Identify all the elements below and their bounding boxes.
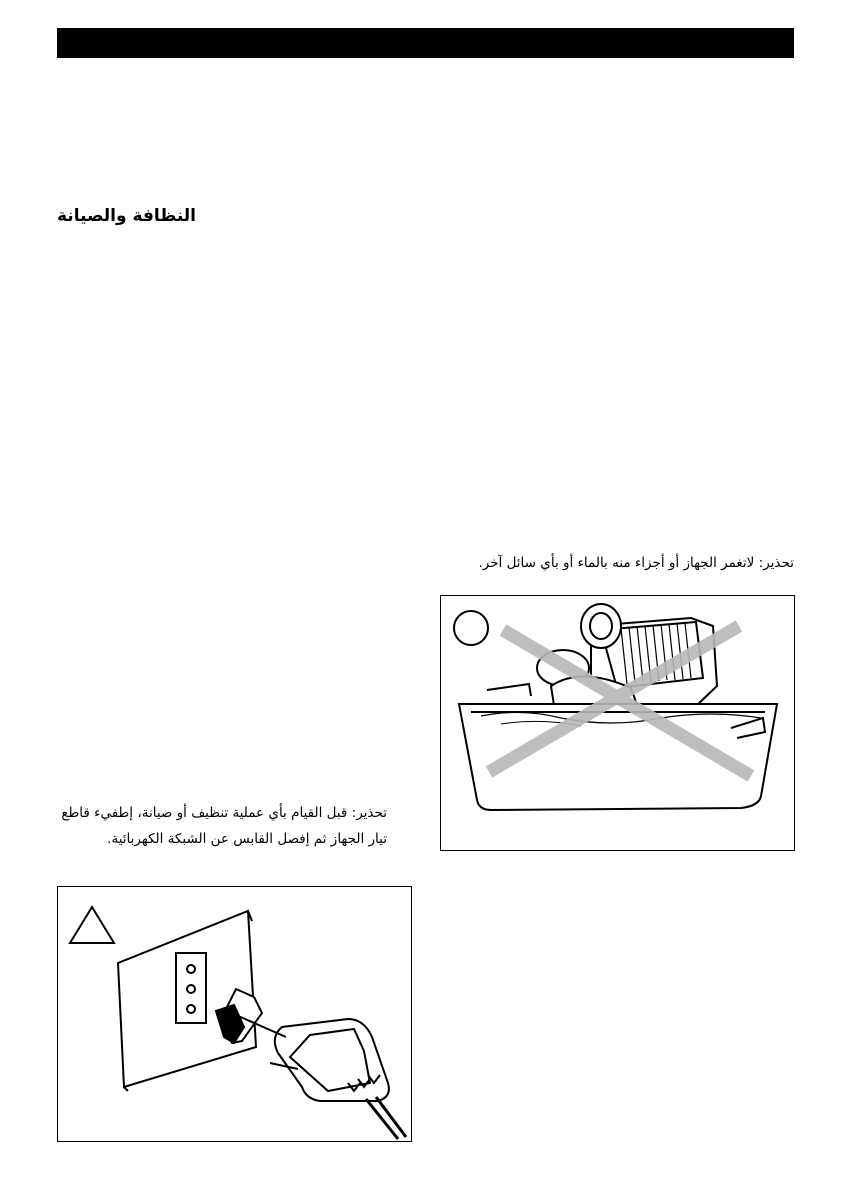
section-title: النظافة والصيانة xyxy=(57,206,196,226)
header-bar xyxy=(57,28,794,58)
warning-unplug-text: تحذير: قبل القيام بأي عملية تنظيف أو صيانة، إطفيء قاطع تيار الجهاز ثم إفصل القابس عن الشبكة الكهربائية. xyxy=(61,805,387,847)
unplug-illustration xyxy=(58,887,411,1141)
prohibition-circle-icon xyxy=(454,611,488,645)
no-immersion-illustration xyxy=(441,596,794,850)
figure-no-immersion xyxy=(440,595,795,851)
warning-triangle-icon xyxy=(70,907,114,943)
warning-water-text: تحذير: لاتغمر الجهاز أو أجزاء منه بالماء أو بأي سائل آخر. xyxy=(478,555,794,571)
figure-unplug xyxy=(57,886,412,1142)
plug-drawing xyxy=(236,1015,406,1139)
